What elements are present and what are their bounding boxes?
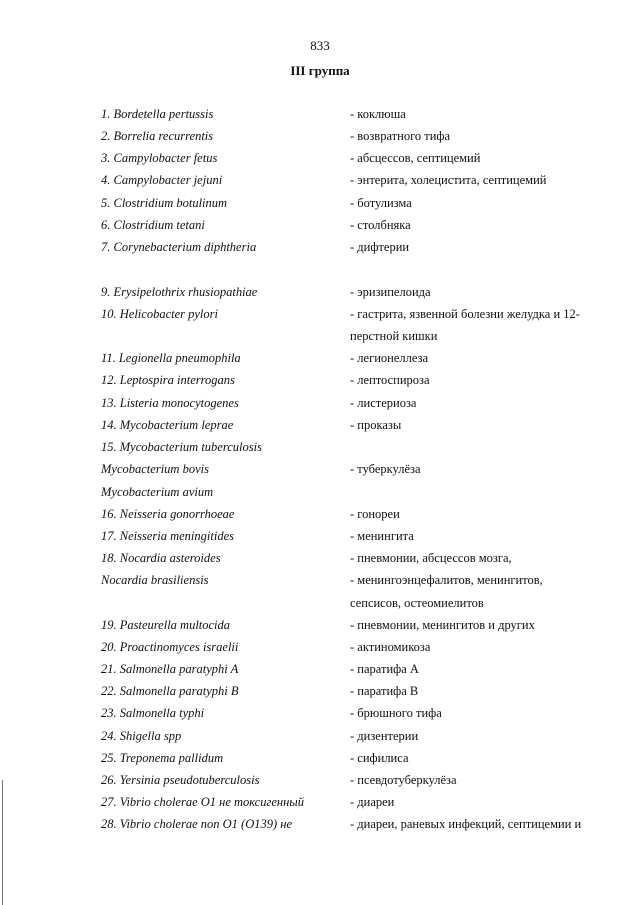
organism-name: 20. Proactinomyces israelii (101, 640, 239, 654)
list-item (0, 706, 640, 726)
page-number: 833 (310, 38, 330, 53)
list-item (0, 129, 640, 149)
organism-name: 14. Mycobacterium leprae (101, 418, 234, 432)
list-item (0, 373, 640, 393)
disease-name: - паратифа А (350, 662, 419, 676)
list-item (0, 507, 640, 527)
list-item (0, 751, 640, 771)
organism-name: 16. Neisseria gonorrhoeae (101, 507, 235, 521)
list-item (0, 618, 640, 638)
disease-name: - менингита (350, 529, 414, 543)
disease-name: - диареи (350, 795, 395, 809)
disease-name: перстной кишки (350, 329, 438, 343)
organism-name: 5. Clostridium botulinum (101, 196, 228, 210)
organism-name: 19. Pasteurella multocida (101, 618, 231, 632)
organism-name: 17. Neisseria meningitides (101, 529, 234, 543)
disease-name: - ботулизма (350, 196, 412, 210)
disease-name: - туберкулёза (350, 462, 421, 476)
disease-name: - пневмонии, абсцессов мозга, (350, 551, 512, 565)
list-item (0, 329, 640, 349)
disease-name: - актиномикоза (350, 640, 431, 654)
list-item (0, 817, 640, 837)
list-item (0, 662, 640, 682)
disease-name: - гонореи (350, 507, 400, 521)
disease-name: - энтерита, холецистита, септицемий (350, 173, 547, 187)
organism-name: 6. Clostridium tetani (101, 218, 205, 232)
organism-name: 23. Salmonella typhi (101, 706, 205, 720)
organism-name: 10. Helicobacter pylori (101, 307, 218, 321)
organism-name: 7. Corynebacterium diphtheria (101, 240, 257, 254)
list-item (0, 396, 640, 416)
organism-name: 3. Campylobacter fetus (101, 151, 218, 165)
disease-name: - листериоза (350, 396, 417, 410)
disease-name: - менингоэнцефалитов, менингитов, (350, 573, 543, 587)
list-item (0, 418, 640, 438)
list-item (0, 440, 640, 460)
organism-name: 12. Leptospira interrogans (101, 373, 235, 387)
organism-name: 18. Nocardia asteroides (101, 551, 221, 565)
list-item (0, 795, 640, 815)
organism-name: Mycobacterium bovis (101, 462, 209, 476)
organism-name: 9. Erysipelothrix rhusiopathiae (101, 285, 258, 299)
organism-name: 25. Treponema pallidum (101, 751, 224, 765)
list-item (0, 773, 640, 793)
list-item (0, 551, 640, 571)
disease-name: сепсисов, остеомиелитов (350, 596, 484, 610)
list-item (0, 285, 640, 305)
disease-name: - столбняка (350, 218, 411, 232)
organism-name: 21. Salmonella paratyphi A (101, 662, 239, 676)
list-item (0, 684, 640, 704)
disease-name: - проказы (350, 418, 402, 432)
organism-name: 2. Borrelia recurrentis (101, 129, 214, 143)
list-item (0, 729, 640, 749)
list-item (0, 240, 640, 260)
organism-name: 4. Campylobacter jejuni (101, 173, 223, 187)
disease-name: - брюшного тифа (350, 706, 442, 720)
disease-name: - пневмонии, менингитов и других (350, 618, 535, 632)
disease-name: - диареи, раневых инфекций, септицемии и (350, 817, 582, 831)
list-item (0, 462, 640, 482)
organism-name: Mycobacterium avium (101, 485, 214, 499)
disease-name: - дизентерии (350, 729, 419, 743)
list-item (0, 573, 640, 593)
disease-name: - эризипелоида (350, 285, 431, 299)
list-item (0, 173, 640, 193)
scan-edge-line (2, 780, 3, 905)
organism-name: Nocardia brasiliensis (101, 573, 209, 587)
organism-name: 13. Listeria monocytogenes (101, 396, 239, 410)
disease-name: - гастрита, язвенной болезни желудка и 12- (350, 307, 580, 321)
organism-name: 1. Bordetella pertussis (101, 107, 214, 121)
disease-name: - псевдотуберкулёза (350, 773, 457, 787)
disease-name: - коклюша (350, 107, 406, 121)
group-title: III группа (290, 63, 350, 78)
organism-name: 22. Salmonella paratyphi B (101, 684, 239, 698)
list-item (0, 218, 640, 238)
list-item (0, 596, 640, 616)
list-item (0, 485, 640, 505)
disease-name: - возвратного тифа (350, 129, 451, 143)
disease-name: - легионеллеза (350, 351, 429, 365)
disease-name: - сифилиса (350, 751, 409, 765)
list-item (0, 529, 640, 549)
disease-name: - лептоспироза (350, 373, 430, 387)
list-item (0, 351, 640, 371)
organism-name: 28. Vibrio cholerae non O1 (O139) не (101, 817, 293, 831)
organism-name: 24. Shigella spp (101, 729, 182, 743)
disease-name: - дифтерии (350, 240, 410, 254)
list-item (0, 196, 640, 216)
list-item (0, 640, 640, 660)
disease-name: - абсцессов, септицемий (350, 151, 481, 165)
disease-name: - паратифа В (350, 684, 419, 698)
list-item (0, 307, 640, 327)
list-item (0, 107, 640, 127)
organism-name: 11. Legionella pneumophila (101, 351, 241, 365)
organism-name: 26. Yersinia pseudotuberculosis (101, 773, 260, 787)
list-item (0, 151, 640, 171)
organism-name: 15. Mycobacterium tuberculosis (101, 440, 262, 454)
organism-name: 27. Vibrio cholerae O1 не токсигенный (101, 795, 305, 809)
